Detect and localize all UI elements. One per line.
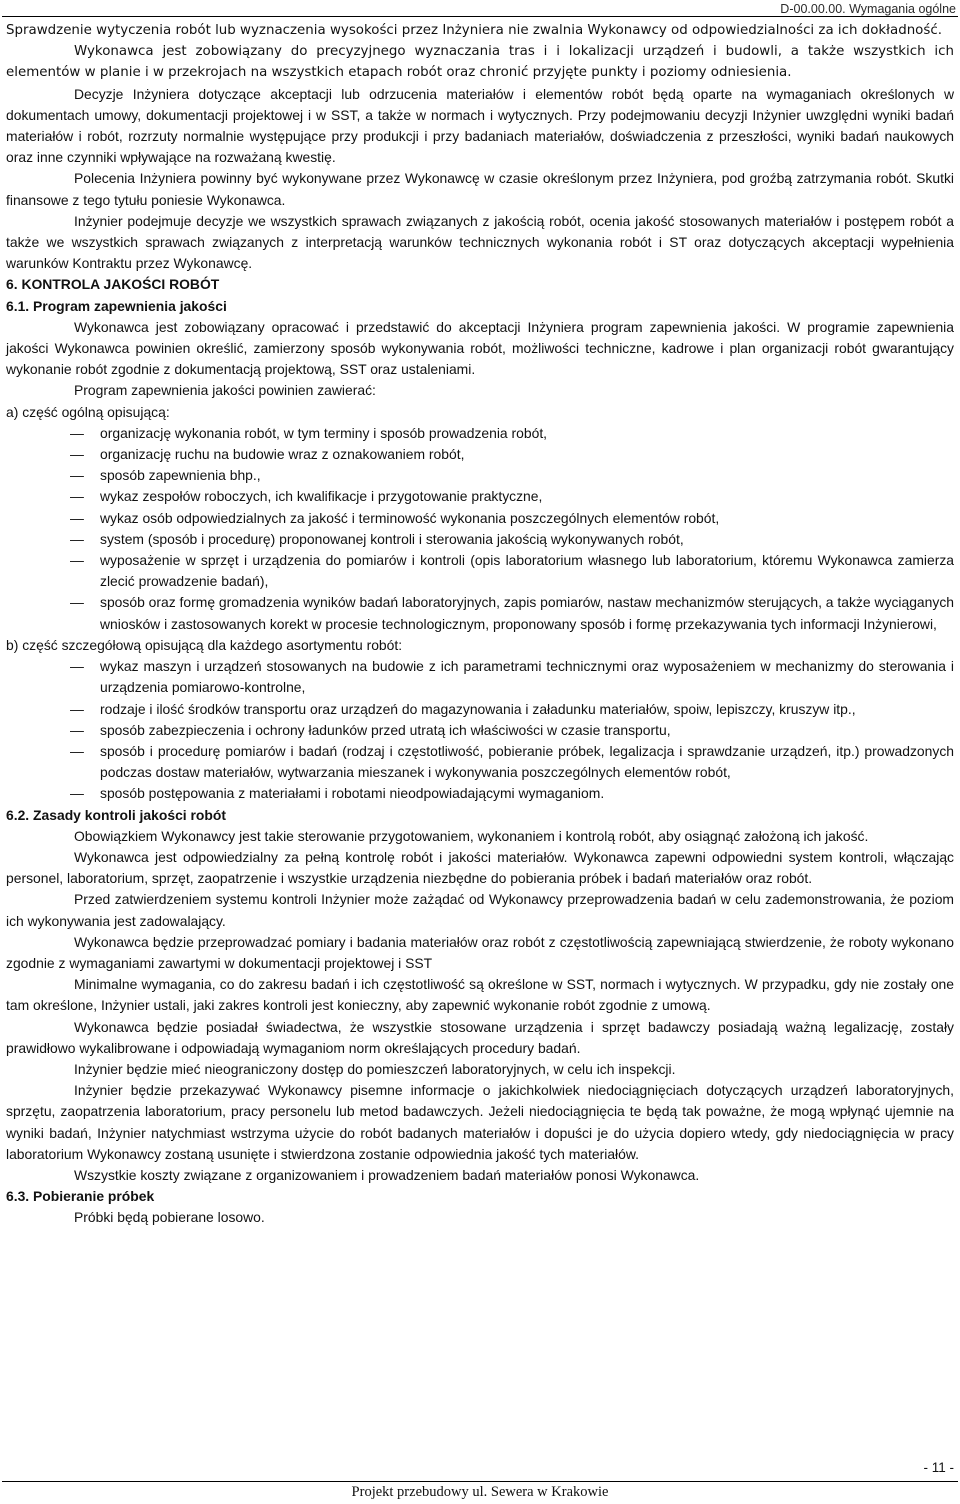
header-code: D-00.00.00. Wymagania ogólne xyxy=(780,2,956,16)
list-b xyxy=(6,656,954,804)
intro-paragraph-2: Wykonawca jest zobowiązany do precyzyjnego wyznaczania tras i i lokalizacji urządzeń i budowli, a także wszystkich ich elementów w planie i w przekrojach na wszystkich etapach robót oraz chronić przyjęte punkty i poziomy odniesienia. xyxy=(6,44,954,81)
intro-paragraph-3: Decyzje Inżyniera dotyczące akceptacji lub odrzucenia materiałów i elementów robót będą oparte na wymaganiach określonych w dokumentach umowy, dokumentacji projektowej i w SST, a także w normach i wytycznych. Przy podejmowaniu decyzji Inżynier uwzględni wyniki badań materiałów i robót, rozrzuty normalnie występujące przy produkcji i przy badaniach materiałów, doświadczenia z przeszłości, wyniki badań naukowych oraz inne czynniki wpływające na rozważaną kwestię. xyxy=(6,85,954,166)
s62-paragraph-4: Wykonawca będzie przeprowadzać pomiary i badania materiałów oraz robót z częstotliwością zapewniającą stwierdzenie, że roboty wykonano zgodnie z wymaganiami zawartymi w dokumentacji projektowej i SST xyxy=(6,933,954,971)
list-a-item: — organizację ruchu na budowie wraz z oznakowaniem robót, xyxy=(6,444,954,465)
list-a-item: — wyposażenie w sprzęt i urządzenia do pomiarów i kontroli (opis laboratorium własnego lub laboratorium, któremu Wykonawca zamierza zlecić prowadzenie badań), xyxy=(70,552,954,590)
dash-icon: — xyxy=(70,700,84,717)
list-b-item: — sposób zabezpieczenia i ochrony ładunków przed utratą ich właściwości w czasie transportu, xyxy=(6,720,954,741)
page-number: - 11 - xyxy=(923,1460,954,1475)
s62-paragraph-7: Inżynier będzie mieć nieograniczony dostęp do pomieszczeń laboratoryjnych, w celu ich inspekcji. xyxy=(74,1060,676,1077)
intro-paragraph-1: Sprawdzenie wytyczenia robót lub wyznaczenia wysokości przez Inżyniera nie zwalnia Wykonawcy od odpowiedzialności za ich dokładność. xyxy=(6,23,942,38)
list-b-label: b) część szczegółową opisującą dla każdego asortymentu robót: xyxy=(6,636,403,653)
s62-paragraph-2: Wykonawca jest odpowiedzialny za pełną kontrolę robót i jakości materiałów. Wykonawca zapewni odpowiedni system kontroli, włączając personel, laboratorium, sprzęt, zaopatrzenie i wszystkie urządzenia niezbędne do pobierania próbek i badań materiałów oraz robót. xyxy=(6,848,954,887)
list-b-item: — wykaz maszyn i urządzeń stosowanych na budowie z ich parametrami technicznymi oraz wyposażeniem w mechanizmy do sterowania i urządzenia pomiarowo-kontrolne, xyxy=(70,658,954,696)
list-b-item: — rodzaje i ilość środków transportu oraz urządzeń do magazynowania i załadunku materiałów, spoiw, lepiszczy, kruszyw itp., xyxy=(6,699,954,720)
list-a-label: a) część ogólną opisującą: xyxy=(6,403,170,420)
list-a xyxy=(6,423,954,635)
s62-paragraph-3: Przed zatwierdzeniem systemu kontroli Inżynier może zażądać od Wykonawcy przeprowadzenia badań w celu zademonstrowania, że poziom ich wykonywania jest zadowalający. xyxy=(6,891,954,929)
document-body xyxy=(6,20,954,1229)
s62-paragraph-1: Obowiązkiem Wykonawcy jest takie sterowanie przygotowaniem, wykonaniem i kontrolą robót, aby osiągnąć założoną ich jakość. xyxy=(74,827,869,844)
section-6-title: 6. KONTROLA JAKOŚCI ROBÓT xyxy=(6,276,220,293)
dash-icon: — xyxy=(70,552,84,569)
s62-paragraph-5: Minimalne wymagania, co do zakresu badań i ich częstotliwość są określone w SST, normach i wytycznych. W przypadku, gdy nie zostały one tam określone, Inżynier ustali, jaki zakres kontroli jest konieczny, aby zapewnić wykonanie robót zgodnie z umową. xyxy=(6,976,954,1014)
dash-icon: — xyxy=(70,721,84,738)
dash-icon: — xyxy=(70,658,84,675)
s61-paragraph-2: Program zapewnienia jakości powinien zawierać: xyxy=(74,382,376,399)
s62-paragraph-6: Wykonawca będzie posiadał świadectwa, że wszystkie stosowane urządzenia i sprzęt badawczy posiadają ważną legalizację, zostały prawidłowo wykalibrowane i odpowiadają wymaganiom norm określających procedury badań. xyxy=(6,1018,954,1056)
s62-paragraph-9: Wszystkie koszty związane z organizowaniem i prowadzeniem badań materiałów ponosi Wykonawca. xyxy=(74,1166,700,1183)
dash-icon: — xyxy=(70,488,84,505)
intro-paragraph-5: Inżynier podejmuje decyzje we wszystkich sprawach związanych z jakością robót, ocenia jakość stosowanych materiałów i postępem robót a także we wszystkich sprawach związanych z interpretacją warunków technicznych wykonania robót i ST oraz dotyczących akceptacji wypełnienia warunków Kontraktu przez Wykonawcę. xyxy=(6,212,954,272)
section-6-3-title: 6.3. Pobieranie próbek xyxy=(6,1188,155,1205)
list-a-item: — organizację wykonania robót, w tym terminy i sposób prowadzenia robót, xyxy=(6,423,954,444)
list-b-item: — sposób postępowania z materiałami i robotami nieodpowiadającymi wymaganiom. xyxy=(6,783,954,804)
header-rule xyxy=(2,16,958,17)
dash-icon: — xyxy=(70,594,84,611)
section-6-2-title: 6.2. Zasady kontroli jakości robót xyxy=(6,806,226,823)
dash-icon: — xyxy=(70,530,84,547)
section-6-1-title: 6.1. Program zapewnienia jakości xyxy=(6,297,227,314)
dash-icon: — xyxy=(70,446,84,463)
s61-paragraph-1: Wykonawca jest zobowiązany opracować i przedstawić do akceptacji Inżyniera program zapewnienia jakości. W programie zapewnienia jakości Wykonawca powinien określić, zamierzony sposób wykonywania robót, możliwości techniczne, kadrowe i plan organizacji robót gwarantujący wykonanie robót zgodnie z dokumentacją projektową, SST oraz ustaleniami. xyxy=(6,318,954,378)
dash-icon: — xyxy=(70,509,84,526)
list-b-item: — sposób i procedurę pomiarów i badań (rodzaj i częstotliwość, pobieranie próbek, legalizacja i sprawdzanie urządzeń, itp.) prowadzonych podczas dostaw materiałów, wytwarzania mieszanek i wykonywania poszczególnych elementów robót, xyxy=(70,742,954,781)
list-a-item: — sposób zapewnienia bhp., xyxy=(6,465,954,486)
dash-icon: — xyxy=(70,785,84,802)
footer-rule xyxy=(2,1481,958,1482)
dash-icon: — xyxy=(70,467,84,484)
footer-project: Projekt przebudowy ul. Sewera w Krakowie xyxy=(351,1484,609,1500)
s63-paragraph-1: Próbki będą pobierane losowo. xyxy=(74,1209,265,1226)
list-a-item: — wykaz zespołów roboczych, ich kwalifikacje i przygotowanie praktyczne, xyxy=(6,486,954,507)
s62-paragraph-8: Inżynier będzie przekazywać Wykonawcy pisemne informacje o jakichkolwiek niedociągnięciach dotyczących urządzeń laboratoryjnych, sprzętu, zaopatrzenia laboratorium, pracy personelu lub metod badawczych. Jeżeli niedociągnięcia te będą tak poważne, że mogą wpłynąć ujemnie na wyniki badań, Inżynier natychmiast wstrzyma użycie do robót badanych materiałów i dopuści je do użycia dopiero wtedy, gdy niedociągnięcia w pracy laboratorium Wykonawcy zostaną usunięte i stwierdzona zostanie odpowiednia jakość tych materiałów. xyxy=(6,1082,954,1162)
list-a-item: — system (sposób i procedurę) proponowanej kontroli i sterowania jakością wykonywanych robót, xyxy=(6,529,954,550)
intro-paragraph-4: Polecenia Inżyniera powinny być wykonywane przez Wykonawcę w czasie określonym przez Inżyniera, pod groźbą zatrzymania robót. Skutki finansowe z tego tytułu poniesie Wykonawca. xyxy=(6,170,954,208)
list-a-item: — wykaz osób odpowiedzialnych za jakość i terminowość wykonania poszczególnych elementów robót, xyxy=(6,508,954,529)
dash-icon: — xyxy=(70,424,84,441)
list-a-item: — sposób oraz formę gromadzenia wyników badań laboratoryjnych, zapis pomiarów, nastaw mechanizmów sterujących, a także wyciąganych wniosków i zastosowanych korekt w procesie technologicznym, proponowany sposób i formę przekazywania tych informacji Inżynierowi, xyxy=(70,594,954,632)
dash-icon: — xyxy=(70,742,84,759)
